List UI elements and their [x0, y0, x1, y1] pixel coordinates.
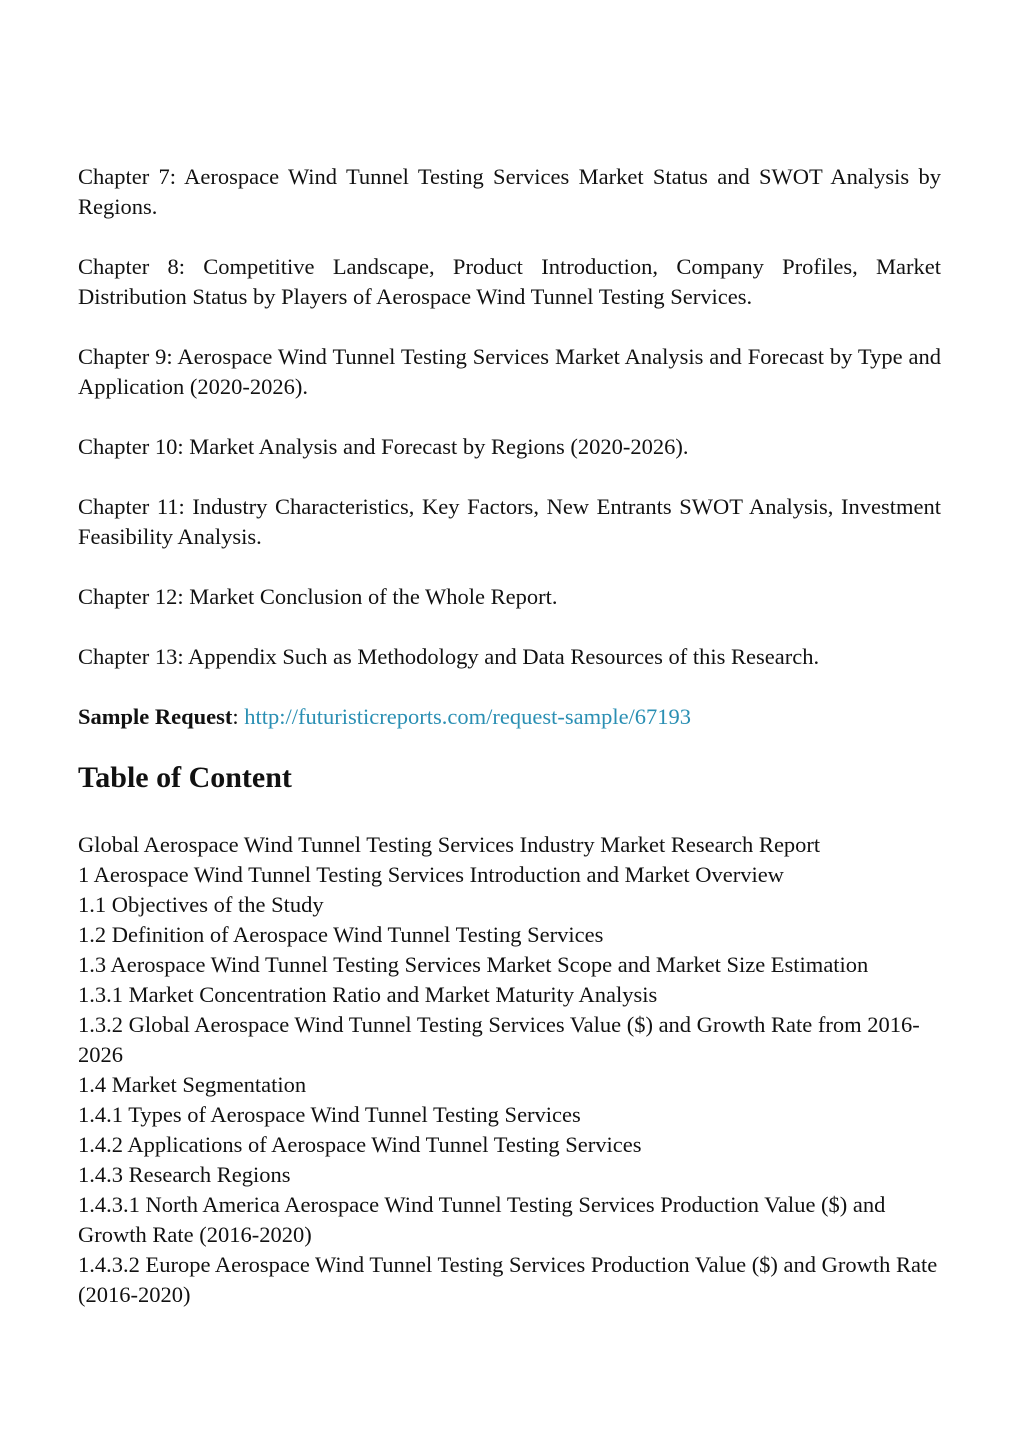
sample-request-separator: : — [232, 704, 245, 729]
sample-request-label: Sample Request — [78, 704, 233, 729]
chapter-12-paragraph: Chapter 12: Market Conclusion of the Whole Report. — [78, 584, 558, 609]
toc-item: Global Aerospace Wind Tunnel Testing Services Industry Market Research Report — [78, 832, 821, 857]
toc-heading: Table of Content — [78, 761, 292, 794]
chapter-13-paragraph: Chapter 13: Appendix Such as Methodology and Data Resources of this Research. — [78, 644, 820, 669]
toc-item: 1.4.1 Types of Aerospace Wind Tunnel Testing Services — [78, 1102, 581, 1127]
toc-item: 1 Aerospace Wind Tunnel Testing Services Introduction and Market Overview — [78, 862, 784, 887]
toc-item: 1.2 Definition of Aerospace Wind Tunnel Testing Services — [78, 922, 604, 947]
toc-item: 1.1 Objectives of the Study — [78, 892, 324, 917]
toc-item: 1.4 Market Segmentation — [78, 1072, 307, 1097]
toc-item: 1.4.3 Research Regions — [78, 1162, 291, 1187]
toc-item: 1.3.2 Global Aerospace Wind Tunnel Testing Services Value ($) and Growth Rate from 2016-2026 — [78, 1012, 920, 1067]
document-page — [78, 162, 941, 1310]
chapter-8-paragraph: Chapter 8: Competitive Landscape, Product Introduction, Company Profiles, Market Distribution Status by Players of Aerospace Wind Tunnel Testing Services. — [78, 254, 941, 309]
toc-list — [78, 830, 941, 1310]
sample-request-link[interactable]: http://futuristicreports.com/request-sample/67193 — [244, 704, 692, 729]
toc-item: 1.3.1 Market Concentration Ratio and Market Maturity Analysis — [78, 982, 658, 1007]
toc-item: 1.3 Aerospace Wind Tunnel Testing Services Market Scope and Market Size Estimation — [78, 952, 869, 977]
chapter-9-paragraph: Chapter 9: Aerospace Wind Tunnel Testing Services Market Analysis and Forecast by Type and Application (2020-2026). — [78, 344, 941, 399]
chapter-7-paragraph: Chapter 7: Aerospace Wind Tunnel Testing Services Market Status and SWOT Analysis by Regions. — [78, 164, 941, 219]
toc-item: 1.4.3.2 Europe Aerospace Wind Tunnel Testing Services Production Value ($) and Growth Rate (2016-2020) — [78, 1252, 938, 1307]
chapter-10-paragraph: Chapter 10: Market Analysis and Forecast by Regions (2020-2026). — [78, 434, 689, 459]
toc-item: 1.4.3.1 North America Aerospace Wind Tunnel Testing Services Production Value ($) and Growth Rate (2016-2020) — [78, 1192, 886, 1247]
sample-request-line — [78, 702, 941, 732]
chapter-11-paragraph: Chapter 11: Industry Characteristics, Key Factors, New Entrants SWOT Analysis, Investment Feasibility Analysis. — [78, 494, 941, 549]
toc-item: 1.4.2 Applications of Aerospace Wind Tunnel Testing Services — [78, 1132, 642, 1157]
